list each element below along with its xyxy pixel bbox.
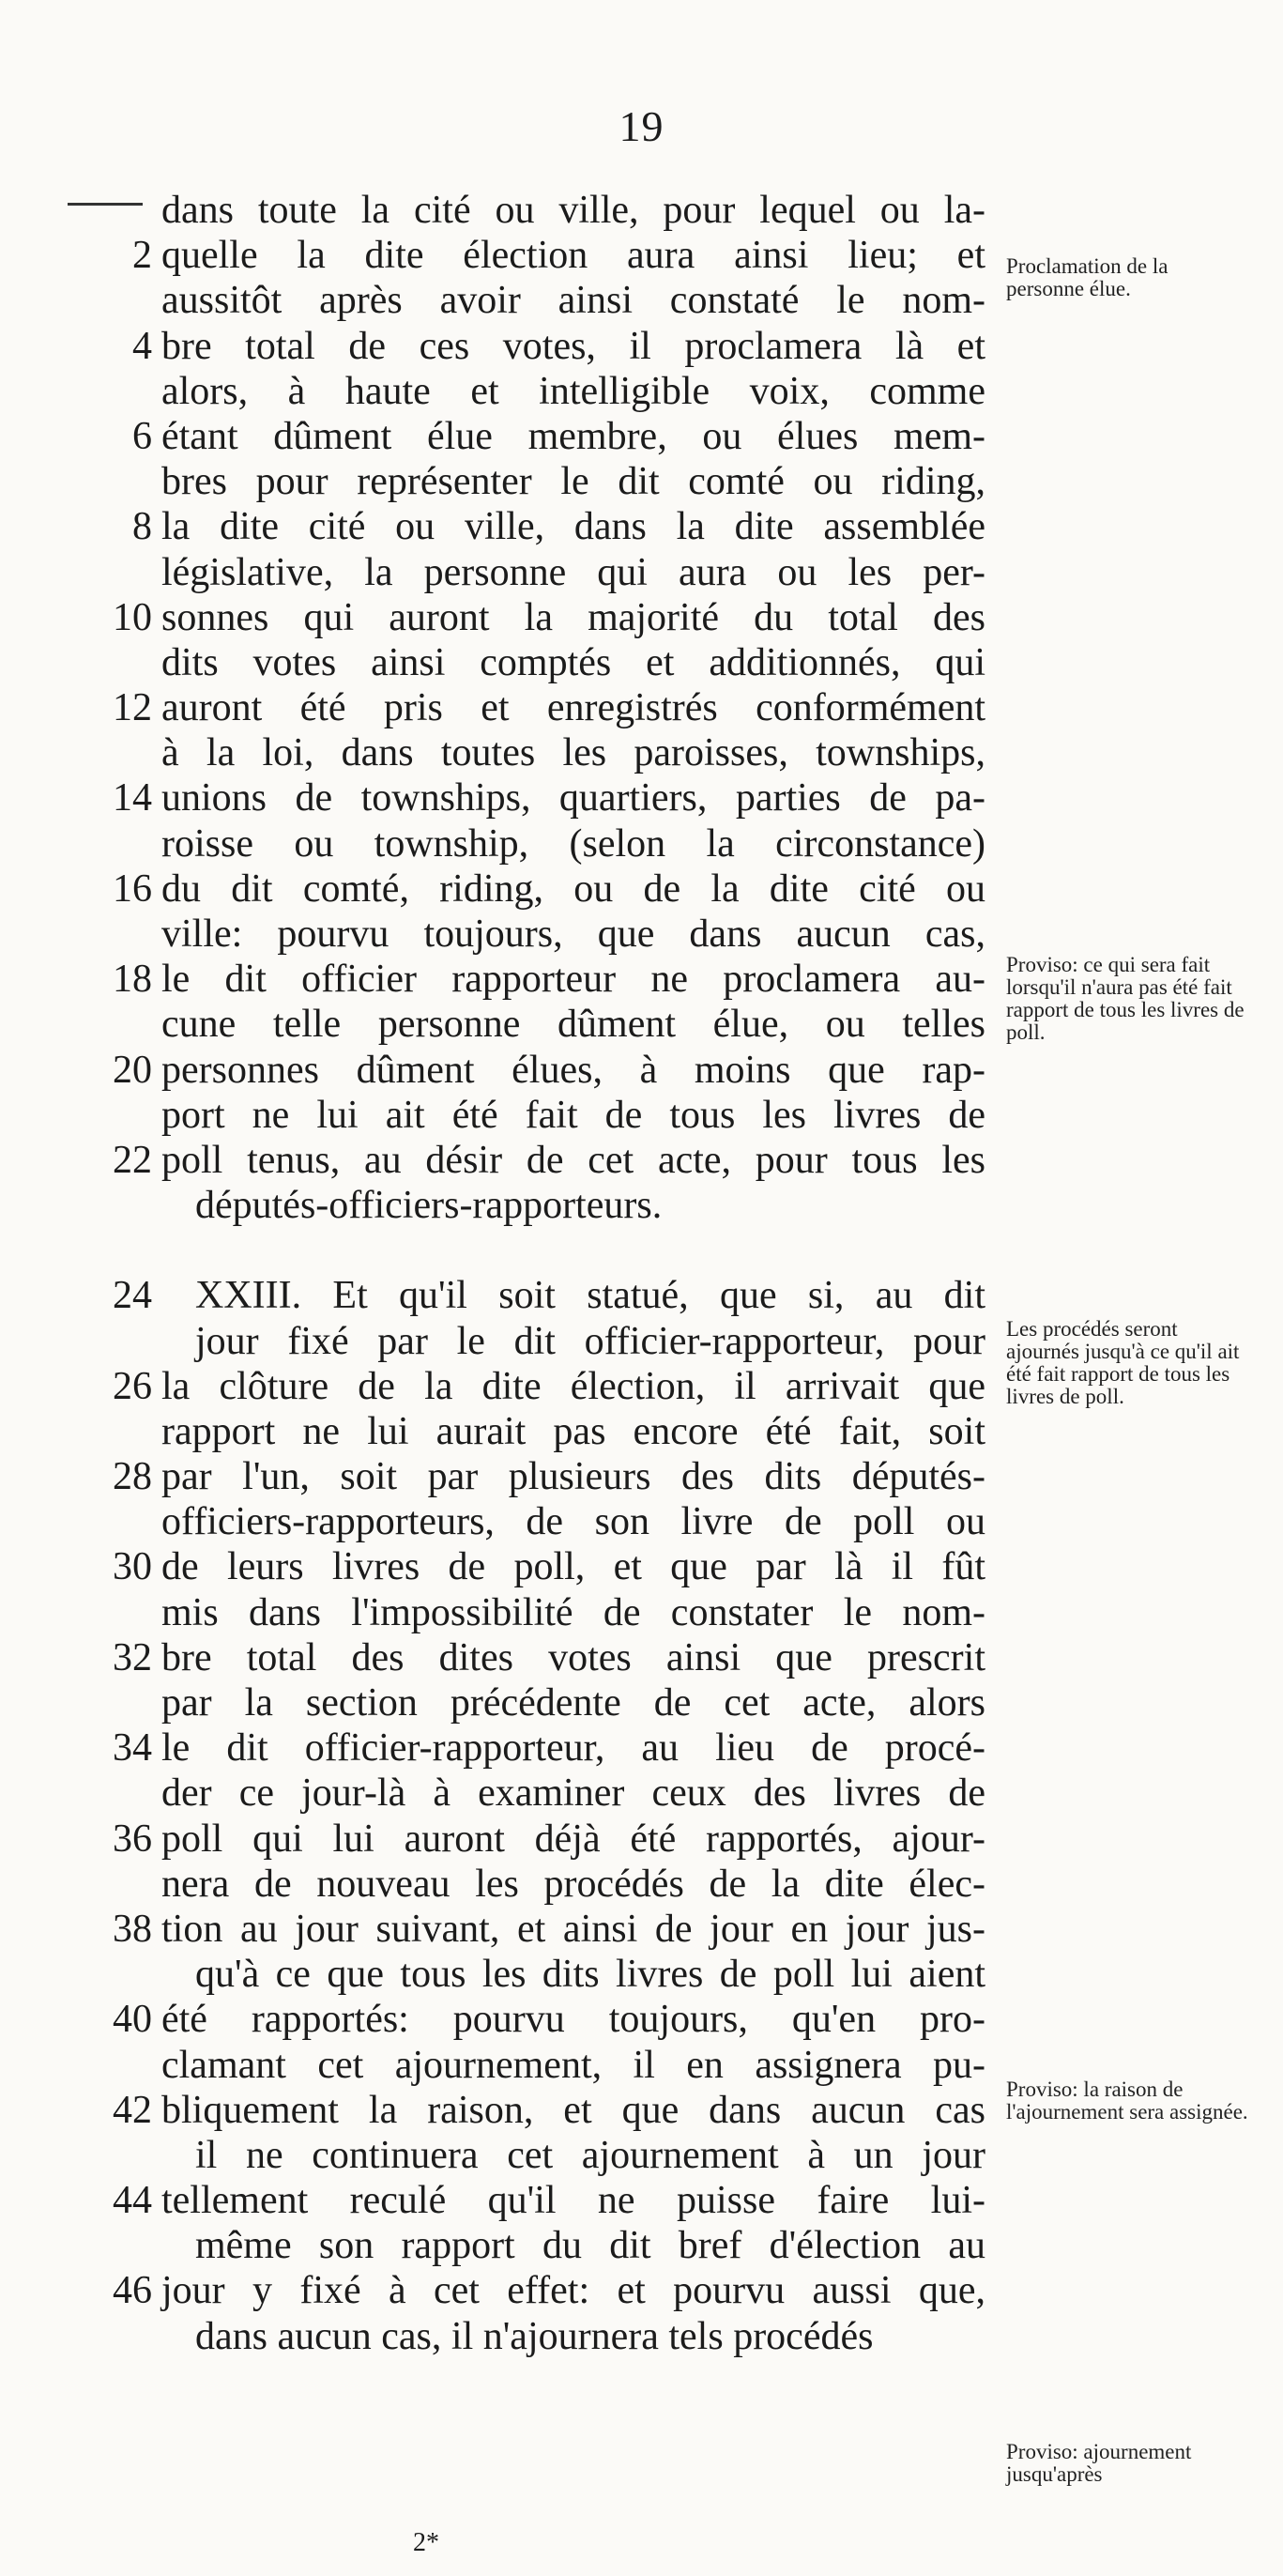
margin-note-proviso-raison: Proviso: la raison de l'ajournement sera assignée. bbox=[1006, 2078, 1248, 2124]
text-line bbox=[75, 1635, 985, 1680]
line-text: de leurs livres de poll, et que par là il fût bbox=[161, 1545, 985, 1589]
text-line bbox=[75, 2088, 985, 2133]
line-number: 4 bbox=[132, 324, 152, 368]
line-number: 20 bbox=[113, 1048, 152, 1092]
line-number: 12 bbox=[113, 686, 152, 730]
text-line bbox=[75, 595, 985, 640]
text-line bbox=[75, 1771, 985, 1816]
text-line bbox=[75, 2314, 985, 2359]
text-line bbox=[75, 866, 985, 912]
text-line bbox=[75, 278, 985, 323]
line-text: auront été pris et enregistrés conformément bbox=[161, 686, 985, 730]
text-line bbox=[75, 233, 985, 278]
line-text: été rapportés: pourvu toujours, qu'en pro- bbox=[161, 1998, 985, 2042]
line-text: étant dûment élue membre, ou élues mem- bbox=[161, 414, 985, 458]
text-line bbox=[75, 1590, 985, 1635]
line-text: le dit officier-rapporteur, au lieu de procé- bbox=[161, 1726, 985, 1771]
line-text: bre total de ces votes, il proclamera là et bbox=[161, 324, 985, 368]
line-text: personnes dûment élues, à moins que rap- bbox=[161, 1048, 985, 1092]
line-number: 28 bbox=[113, 1455, 152, 1499]
line-text: tellement reculé qu'il ne puisse faire lui- bbox=[161, 2179, 985, 2223]
text-line bbox=[75, 2223, 985, 2268]
text-line bbox=[75, 1952, 985, 1997]
line-text: rapport ne lui aurait pas encore été fait, soit bbox=[161, 1409, 985, 1453]
line-number: 18 bbox=[113, 958, 152, 1002]
line-text: poll tenus, au désir de cet acte, pour tous les bbox=[161, 1138, 985, 1182]
text-line bbox=[75, 1048, 985, 1093]
line-number: 14 bbox=[113, 776, 152, 820]
line-number: 44 bbox=[113, 2179, 152, 2223]
line-text: poll qui lui auront déjà été rapportés, ajour- bbox=[161, 1817, 985, 1861]
text-line bbox=[75, 1680, 985, 1725]
text-line bbox=[75, 188, 985, 233]
line-text: der ce jour-là à examiner ceux des livres de bbox=[161, 1771, 985, 1816]
line-number: 2 bbox=[132, 234, 152, 278]
text-line bbox=[75, 1138, 985, 1183]
line-text: la dite cité ou ville, dans la dite assemblée bbox=[161, 505, 985, 549]
text-line bbox=[75, 1093, 985, 1138]
line-number: 10 bbox=[113, 595, 152, 639]
line-number: 16 bbox=[113, 866, 152, 911]
signature-mark: 2* bbox=[413, 2528, 439, 2557]
text-line bbox=[75, 459, 985, 504]
line-text: aussitôt après avoir ainsi constaté le nom- bbox=[161, 279, 985, 323]
line-text: bre total des dites votes ainsi que prescrit bbox=[161, 1635, 985, 1679]
line-number: 26 bbox=[113, 1364, 152, 1408]
text-line bbox=[75, 1997, 985, 2042]
line-text: le dit officier rapporteur ne proclamera au- bbox=[161, 958, 985, 1002]
line-text: quelle la dite élection aura ainsi lieu; et bbox=[161, 234, 985, 278]
line-text: dans toute la cité ou ville, pour lequel ou la- bbox=[161, 189, 985, 232]
text-line bbox=[75, 685, 985, 730]
line-number: 30 bbox=[113, 1545, 152, 1589]
text-line bbox=[75, 775, 985, 820]
line-text: dits votes ainsi comptés et additionnés, qui bbox=[161, 640, 985, 684]
page-number: 19 bbox=[619, 102, 664, 150]
text-line bbox=[75, 640, 985, 685]
line-text: officiers-rapporteurs, de son livre de poll ou bbox=[161, 1500, 985, 1544]
text-line bbox=[75, 1319, 985, 1364]
text-line bbox=[75, 1273, 985, 1318]
line-number: 6 bbox=[132, 414, 152, 458]
line-text: jour fixé par le dit officier-rapporteur, pour bbox=[195, 1319, 985, 1363]
margin-note-proclamation: Proclamation de la personne élue. bbox=[1006, 254, 1168, 300]
text-line bbox=[75, 550, 985, 595]
text-column bbox=[75, 188, 985, 2359]
line-text: à la loi, dans toutes les paroisses, townships, bbox=[161, 731, 985, 775]
line-number: 46 bbox=[113, 2269, 152, 2313]
line-number: 8 bbox=[132, 505, 152, 549]
text-line bbox=[75, 1817, 985, 1862]
line-text: alors, à haute et intelligible voix, comme bbox=[161, 369, 985, 413]
line-text: unions de townships, quartiers, parties de pa- bbox=[161, 776, 985, 820]
text-line bbox=[75, 414, 985, 459]
text-line bbox=[75, 2133, 985, 2178]
text-line bbox=[75, 504, 985, 549]
line-text: XXIII. Et qu'il soit statué, que si, au dit bbox=[195, 1274, 985, 1318]
line-text: tion au jour suivant, et ainsi de jour en jour jus- bbox=[161, 1907, 985, 1951]
line-text: nera de nouveau les procédés de la dite élec- bbox=[161, 1862, 985, 1906]
text-line bbox=[75, 1907, 985, 1952]
text-line bbox=[75, 2268, 985, 2313]
line-text: ville: pourvu toujours, que dans aucun cas, bbox=[161, 912, 985, 956]
text-line bbox=[75, 1544, 985, 1589]
text-line bbox=[75, 1002, 985, 1047]
text-line bbox=[75, 1228, 985, 1273]
line-text: même son rapport du dit bref d'élection au bbox=[195, 2224, 985, 2268]
margin-note-proviso-ajournement: Proviso: ajournement jusqu'après bbox=[1006, 2440, 1192, 2486]
text-line bbox=[75, 369, 985, 414]
line-text: sonnes qui auront la majorité du total des bbox=[161, 595, 985, 639]
text-line bbox=[75, 1725, 985, 1771]
text-line bbox=[75, 1862, 985, 1907]
line-text: bliquement la raison, et que dans aucun cas bbox=[161, 2088, 985, 2132]
line-number: 36 bbox=[113, 1817, 152, 1861]
line-number: 42 bbox=[113, 2088, 152, 2132]
line-text: dans aucun cas, il n'ajournera tels procédés bbox=[195, 2314, 874, 2358]
line-text: port ne lui ait été fait de tous les livres de bbox=[161, 1093, 985, 1137]
line-text: il ne continuera cet ajournement à un jour bbox=[195, 2133, 985, 2177]
line-number: 32 bbox=[113, 1635, 152, 1679]
line-text: roisse ou township, (selon la circonstance) bbox=[161, 821, 985, 866]
text-line bbox=[75, 821, 985, 866]
line-number: 24 bbox=[113, 1274, 152, 1318]
text-line bbox=[75, 2178, 985, 2223]
margin-note-procedes-ajournes: Les procédés seront ajournés jusqu'à ce qu'il ait été fait rapport de tous les livres de poll. bbox=[1006, 1317, 1240, 1408]
line-text: par la section précédente de cet acte, alors bbox=[161, 1681, 985, 1725]
text-line bbox=[75, 1183, 985, 1228]
text-line bbox=[75, 324, 985, 369]
line-text: par l'un, soit par plusieurs des dits députés- bbox=[161, 1455, 985, 1499]
line-text: la clôture de la dite élection, il arrivait que bbox=[161, 1364, 985, 1408]
line-text: bres pour représenter le dit comté ou riding, bbox=[161, 460, 985, 504]
line-text: qu'à ce que tous les dits livres de poll lui aient bbox=[195, 1953, 985, 1997]
text-line bbox=[75, 1499, 985, 1544]
text-line bbox=[75, 730, 985, 775]
line-text: cune telle personne dûment élue, ou telles bbox=[161, 1003, 985, 1047]
margin-note-proviso-rapport: Proviso: ce qui sera fait lorsqu'il n'aura pas été fait rapport de tous les livres de poll. bbox=[1006, 953, 1245, 1044]
text-line bbox=[75, 2043, 985, 2088]
line-text: députés-officiers-rapporteurs. bbox=[195, 1184, 663, 1228]
line-text: législative, la personne qui aura ou les per- bbox=[161, 550, 985, 594]
text-line bbox=[75, 957, 985, 1002]
line-text: jour y fixé à cet effet: et pourvu aussi que, bbox=[161, 2269, 985, 2313]
line-number: 22 bbox=[113, 1138, 152, 1182]
text-line bbox=[75, 912, 985, 957]
text-line bbox=[75, 1409, 985, 1454]
line-number: 38 bbox=[113, 1907, 152, 1951]
line-number: 34 bbox=[113, 1726, 152, 1771]
text-line bbox=[75, 1364, 985, 1409]
text-line bbox=[75, 1454, 985, 1499]
line-text: du dit comté, riding, ou de la dite cité ou bbox=[161, 866, 985, 911]
line-text: mis dans l'impossibilité de constater le nom- bbox=[161, 1590, 985, 1634]
line-text: clamant cet ajournement, il en assignera pu- bbox=[161, 2043, 985, 2087]
line-number: 40 bbox=[113, 1998, 152, 2042]
